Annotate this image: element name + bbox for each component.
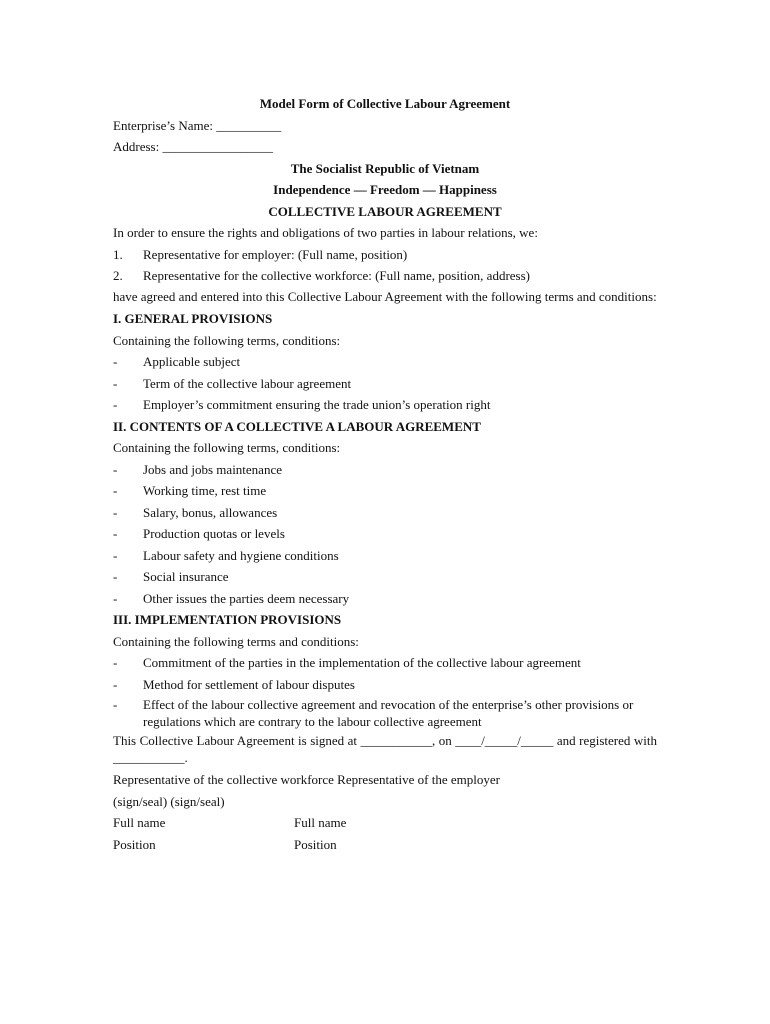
list-item-text: Employer’s commitment ensuring the trade union’s operation right <box>143 397 491 412</box>
list-item <box>113 566 657 588</box>
list-item-text: Commitment of the parties in the implementation of the collective labour agreement <box>143 655 581 670</box>
bullet-marker: - <box>113 526 118 541</box>
bullet-marker: - <box>113 655 118 670</box>
list-item <box>113 459 657 481</box>
bullet-marker: - <box>113 504 118 520</box>
list-item-text: Working time, rest time <box>143 483 267 498</box>
party-text: Representative for employer: (Full name, position) <box>143 246 408 262</box>
sign-seal-line: (sign/seal) (sign/seal) <box>113 793 225 809</box>
party-item <box>113 244 657 266</box>
signature-left: Full name <box>113 815 166 830</box>
list-item <box>113 588 657 610</box>
bullet-marker: - <box>113 483 118 498</box>
party-item <box>113 265 657 287</box>
list-item-text: Other issues the parties deem necessary <box>143 590 350 606</box>
list-item <box>113 351 657 373</box>
list-item-text: Effect of the labour collective agreement and revocation of the enterprise’s other provisions or regulations which are contrary to the labour collective agreement <box>143 697 634 729</box>
list-item <box>113 674 657 696</box>
representatives-line: Representative of the collective workforce Representative of the employer <box>113 772 500 787</box>
signature-right: Position <box>294 836 337 852</box>
list-item <box>113 523 657 545</box>
signed-text: This Collective Labour Agreement is signed at ___________, on ____/_____/_____ and registered with ___________. <box>113 733 657 765</box>
bullet-marker: - <box>113 590 118 606</box>
republic-heading: The Socialist Republic of Vietnam <box>290 160 480 176</box>
list-item-text: Salary, bonus, allowances <box>143 504 278 520</box>
party-marker: 2. <box>113 268 123 283</box>
list-item <box>113 502 657 524</box>
address-line: Address: _________________ <box>113 139 273 154</box>
agreement-heading: COLLECTIVE LABOUR AGREEMENT <box>268 203 502 219</box>
list-item-text: Method for settlement of labour disputes <box>143 676 355 692</box>
section-heading: I. GENERAL PROVISIONS <box>113 311 273 326</box>
enterprise-name-line: Enterprise’s Name: __________ <box>113 117 282 133</box>
signature-left: Position <box>113 836 156 852</box>
section-heading: III. IMPLEMENTATION PROVISIONS <box>113 612 342 627</box>
list-item-text: Labour safety and hygiene conditions <box>143 547 339 563</box>
signature-right: Full name <box>294 815 347 830</box>
section-lead: Containing the following terms, conditions: <box>113 332 341 348</box>
document-title: Model Form of Collective Labour Agreement <box>259 96 511 111</box>
list-item <box>113 697 657 730</box>
section-heading: II. CONTENTS OF A COLLECTIVE A LABOUR AGREEMENT <box>113 418 481 434</box>
bullet-marker: - <box>113 697 118 712</box>
party-marker: 1. <box>113 246 123 262</box>
bullet-marker: - <box>113 547 118 563</box>
party-text: Representative for the collective workforce: (Full name, position, address) <box>143 268 530 283</box>
bullet-marker: - <box>113 569 118 584</box>
bullet-marker: - <box>113 676 118 692</box>
intro-text: In order to ensure the rights and obligations of two parties in labour relations, we: <box>113 225 538 240</box>
list-item <box>113 652 657 674</box>
signature-row <box>113 834 657 856</box>
list-item-text: Term of the collective labour agreement <box>143 375 352 391</box>
motto-heading: Independence — Freedom — Happiness <box>273 182 497 197</box>
section-lead: Containing the following terms, conditions: <box>113 440 341 455</box>
list-item <box>113 394 657 416</box>
bullet-marker: - <box>113 397 118 412</box>
list-item-text: Jobs and jobs maintenance <box>143 461 282 477</box>
list-item-text: Production quotas or levels <box>143 526 285 541</box>
agreed-text: have agreed and entered into this Collective Labour Agreement with the following terms and conditions: <box>113 288 657 304</box>
bullet-marker: - <box>113 375 118 391</box>
section-lead: Containing the following terms and conditions: <box>113 633 359 649</box>
list-item <box>113 545 657 567</box>
bullet-marker: - <box>113 354 118 369</box>
list-item <box>113 373 657 395</box>
bullet-marker: - <box>113 461 118 477</box>
list-item-text: Social insurance <box>143 569 229 584</box>
list-item-text: Applicable subject <box>143 354 241 369</box>
signature-row <box>113 812 657 834</box>
list-item <box>113 480 657 502</box>
